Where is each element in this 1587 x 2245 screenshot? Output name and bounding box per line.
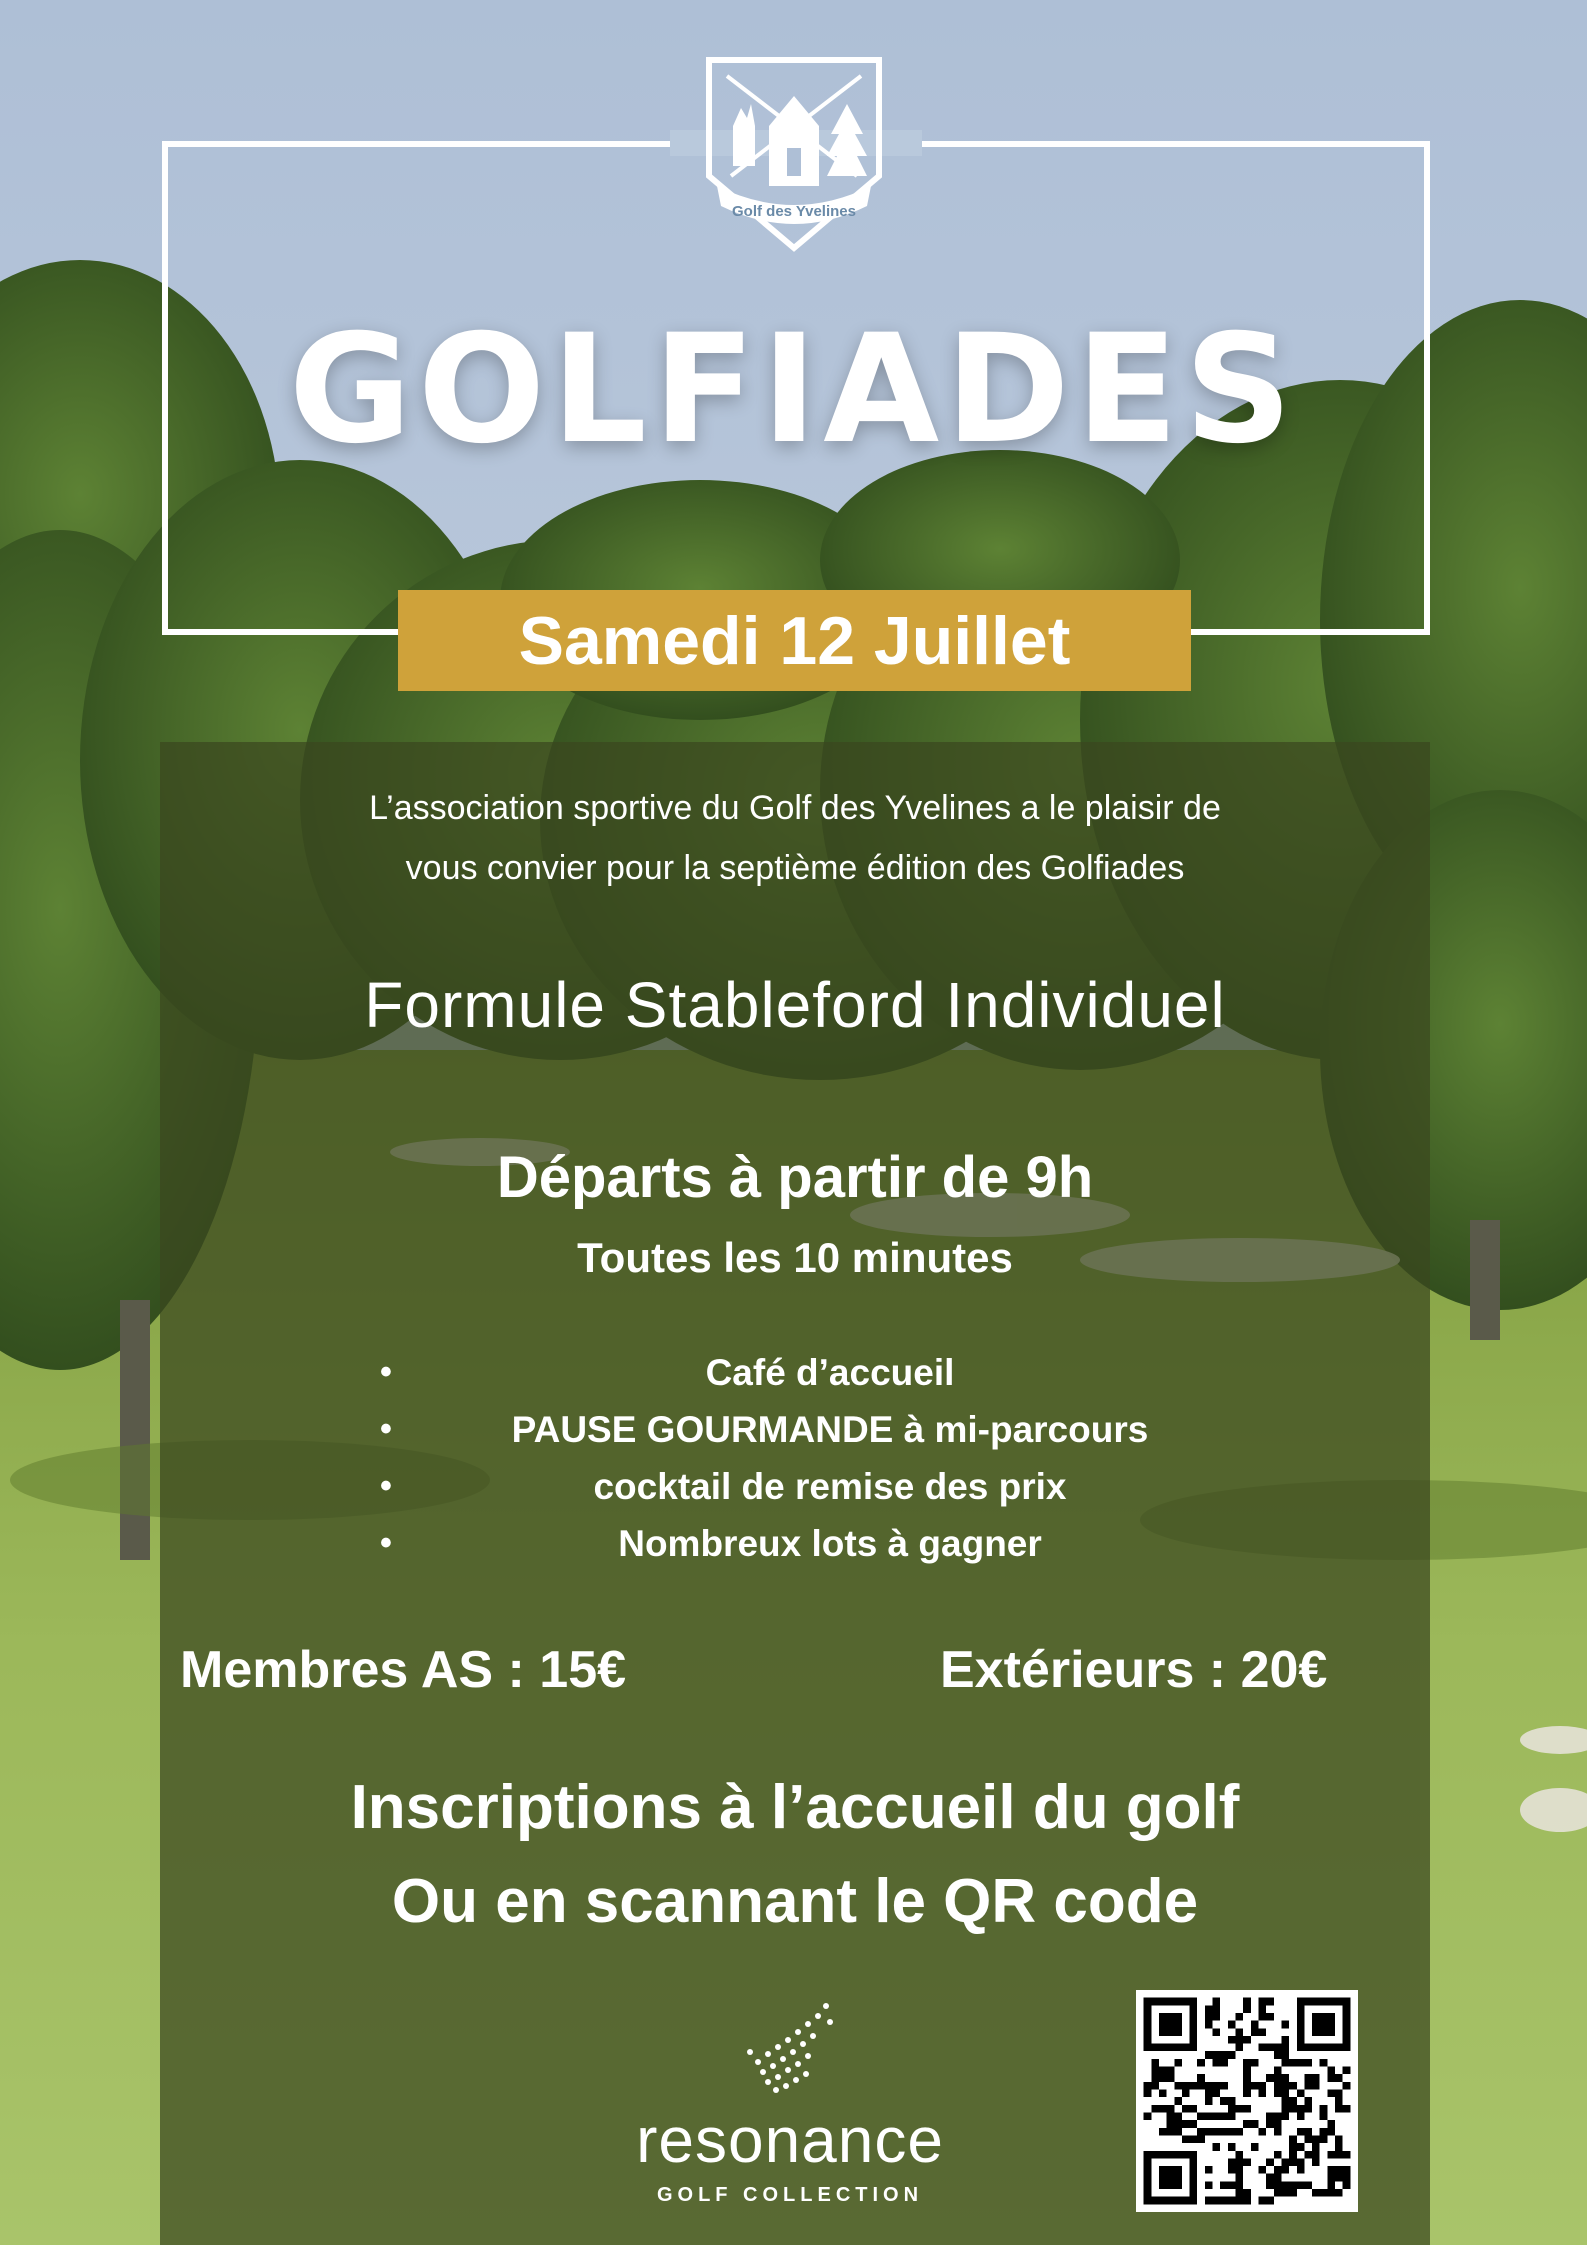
sponsor-subtitle: GOLF COLLECTION	[656, 2184, 924, 2206]
qr-module	[1228, 2105, 1236, 2113]
qr-module	[1281, 2112, 1289, 2120]
qr-module	[1297, 2059, 1305, 2067]
qr-module	[1228, 2051, 1236, 2059]
qr-module	[1266, 2197, 1274, 2205]
qr-module	[1335, 2090, 1343, 2098]
qr-module	[1327, 2174, 1335, 2182]
qr-module	[1274, 2166, 1282, 2174]
qr-module	[1274, 2128, 1282, 2136]
qr-module	[1312, 2074, 1320, 2082]
qr-module	[1159, 2090, 1167, 2098]
qr-module	[1243, 2090, 1251, 2098]
feature-text: Nombreux lots à gagner	[618, 1523, 1042, 1564]
qr-module	[1266, 2074, 1274, 2082]
qr-module	[1266, 2158, 1274, 2166]
qr-module	[1281, 2105, 1289, 2113]
qr-module	[1220, 2059, 1228, 2067]
qr-module	[1289, 2143, 1297, 2151]
qr-module	[1243, 2059, 1251, 2067]
qr-module	[1312, 2143, 1320, 2151]
qr-module	[1251, 2021, 1259, 2029]
qr-module	[1190, 2105, 1198, 2113]
qr-module	[1297, 2181, 1305, 2189]
qr-module	[1205, 2005, 1213, 2013]
departures-heading: Départs à partir de 9h	[496, 1145, 1094, 1210]
qr-module	[1335, 2143, 1343, 2151]
qr-module	[1266, 2120, 1274, 2128]
qr-module	[1167, 2074, 1175, 2082]
qr-module	[1236, 2105, 1244, 2113]
qr-module	[1274, 2151, 1282, 2159]
qr-module	[1243, 2074, 1251, 2082]
qr-module	[1312, 2082, 1320, 2090]
qr-module	[1243, 2082, 1251, 2090]
qr-module	[1289, 2082, 1297, 2090]
feature-text: cocktail de remise des prix	[593, 1466, 1067, 1507]
qr-module	[1304, 2059, 1312, 2067]
qr-module	[1320, 2128, 1328, 2136]
qr-module	[1197, 2059, 1205, 2067]
qr-module	[1274, 2120, 1282, 2128]
qr-module	[1304, 2105, 1312, 2113]
qr-module	[1258, 2005, 1266, 2013]
qr-module	[1220, 2051, 1228, 2059]
qr-module	[1289, 2151, 1297, 2159]
qr-module	[1213, 2082, 1221, 2090]
qr-module	[1297, 2105, 1305, 2113]
qr-module	[1327, 2074, 1335, 2082]
qr-module	[1213, 2143, 1221, 2151]
qr-module	[1281, 2090, 1289, 2098]
qr-module	[1304, 2082, 1312, 2090]
bullet: •	[380, 1467, 392, 1505]
qr-module	[1159, 2074, 1167, 2082]
qr-module	[1220, 2181, 1228, 2189]
qr-module	[1258, 2082, 1266, 2090]
qr-module	[1151, 2082, 1159, 2090]
qr-module	[1213, 2028, 1221, 2036]
qr-module	[1274, 2174, 1282, 2182]
qr-module	[1182, 2120, 1190, 2128]
qr-module	[1197, 2112, 1205, 2120]
qr-module	[1151, 2074, 1159, 2082]
qr-module	[1251, 2120, 1259, 2128]
sponsor-name: resonance	[636, 2104, 944, 2176]
qr-module	[1174, 2112, 1182, 2120]
qr-module	[1220, 2082, 1228, 2090]
qr-module	[1213, 2197, 1221, 2205]
qr-module	[1335, 2074, 1343, 2082]
qr-module	[1197, 2128, 1205, 2136]
qr-module	[1243, 2158, 1251, 2166]
feature-text: Café d’accueil	[705, 1352, 955, 1393]
qr-module	[1213, 1998, 1221, 2006]
qr-module	[1266, 2174, 1274, 2182]
qr-module	[1258, 1998, 1266, 2006]
qr-module	[1266, 2013, 1274, 2021]
qr-module	[1151, 2105, 1159, 2113]
qr-module	[1274, 2074, 1282, 2082]
qr-module	[1182, 2090, 1190, 2098]
qr-module	[1243, 2005, 1251, 2013]
qr-module	[1343, 2181, 1351, 2189]
qr-module	[1236, 2013, 1244, 2021]
qr-module	[1266, 1998, 1274, 2006]
qr-module	[1297, 2158, 1305, 2166]
qr-module	[1236, 2181, 1244, 2189]
qr-module	[1205, 2112, 1213, 2120]
qr-module	[1304, 2181, 1312, 2189]
qr-module	[1243, 1998, 1251, 2006]
qr-module	[1327, 2151, 1335, 2159]
qr-module	[1205, 2197, 1213, 2205]
bullet: •	[380, 1524, 392, 1562]
qr-module	[1251, 2059, 1259, 2067]
qr-module	[1220, 2097, 1228, 2105]
qr-module	[1327, 2067, 1335, 2075]
qr-module	[1243, 2120, 1251, 2128]
qr-module	[1289, 2105, 1297, 2113]
qr-module	[1281, 2036, 1289, 2044]
intro-text	[160, 778, 1430, 898]
qr-module	[1228, 2181, 1236, 2189]
qr-module	[1236, 2174, 1244, 2182]
qr-module	[1197, 2074, 1205, 2082]
qr-module	[1312, 2158, 1320, 2166]
qr-code[interactable]	[1136, 1990, 1358, 2212]
qr-module	[1243, 2036, 1251, 2044]
qr-module	[1205, 2051, 1213, 2059]
qr-module	[1190, 2135, 1198, 2143]
qr-module	[1159, 2067, 1167, 2075]
qr-module	[1144, 2090, 1152, 2098]
qr-module	[1258, 2166, 1266, 2174]
qr-module	[1228, 2158, 1236, 2166]
registration-line-1: Inscriptions à l’accueil du golf	[350, 1773, 1240, 1842]
qr-module	[1304, 2074, 1312, 2082]
qr-module	[1266, 2112, 1274, 2120]
qr-module	[1213, 2059, 1221, 2067]
qr-module	[1289, 2059, 1297, 2067]
page-title: GOLFIADES	[288, 303, 1299, 477]
qr-module	[1251, 2082, 1259, 2090]
bullet: •	[380, 1410, 392, 1448]
qr-module	[1320, 2059, 1328, 2067]
member-price: Membres AS : 15€	[180, 1641, 627, 1699]
qr-module	[1274, 2189, 1282, 2197]
qr-module	[1320, 2189, 1328, 2197]
golf-club-logo	[697, 56, 891, 252]
qr-module	[1304, 2128, 1312, 2136]
qr-module	[1327, 2189, 1335, 2197]
qr-module	[1297, 2112, 1305, 2120]
qr-module	[1228, 2036, 1236, 2044]
qr-module	[1167, 2067, 1175, 2075]
qr-module	[1144, 2082, 1152, 2090]
qr-module	[1327, 2166, 1335, 2174]
qr-module	[1327, 2128, 1335, 2136]
features-list	[380, 1344, 1280, 1572]
qr-module	[1289, 2189, 1297, 2197]
qr-module	[1182, 2105, 1190, 2113]
qr-module	[1335, 2105, 1343, 2113]
qr-module	[1236, 2158, 1244, 2166]
qr-module	[1213, 2112, 1221, 2120]
qr-module	[1190, 2082, 1198, 2090]
qr-module	[1251, 2143, 1259, 2151]
qr-module	[1236, 2197, 1244, 2205]
qr-module	[1251, 2028, 1259, 2036]
qr-module	[1274, 2044, 1282, 2052]
qr-module	[1174, 2097, 1182, 2105]
qr-module	[1243, 2189, 1251, 2197]
qr-module	[1281, 2021, 1289, 2029]
qr-module	[1220, 2128, 1228, 2136]
qr-module	[1243, 2105, 1251, 2113]
qr-module	[1174, 2059, 1182, 2067]
registration-line-2: Ou en scannant le QR code	[391, 1867, 1199, 1936]
qr-finder	[1159, 2013, 1182, 2036]
qr-module	[1274, 2181, 1282, 2189]
bullet: •	[380, 1353, 392, 1391]
qr-module	[1236, 2189, 1244, 2197]
qr-module	[1159, 2105, 1167, 2113]
qr-module	[1243, 2197, 1251, 2205]
qr-module	[1174, 2082, 1182, 2090]
qr-module	[1205, 2082, 1213, 2090]
qr-module	[1281, 2059, 1289, 2067]
qr-module	[1258, 2013, 1266, 2021]
qr-module	[1335, 2097, 1343, 2105]
qr-module	[1205, 2021, 1213, 2029]
qr-module	[1343, 2151, 1351, 2159]
qr-module	[1320, 2135, 1328, 2143]
qr-module	[1174, 2128, 1182, 2136]
qr-module	[1297, 2090, 1305, 2098]
birds-flock-icon	[738, 1992, 838, 2102]
qr-module	[1205, 2181, 1213, 2189]
qr-module	[1205, 2013, 1213, 2021]
qr-module	[1274, 2051, 1282, 2059]
qr-module	[1167, 2128, 1175, 2136]
qr-module	[1228, 2128, 1236, 2136]
format-heading: Formule Stableford Individuel	[364, 969, 1226, 1041]
qr-module	[1274, 2082, 1282, 2090]
qr-module	[1320, 2112, 1328, 2120]
qr-module	[1228, 2097, 1236, 2105]
qr-module	[1258, 2197, 1266, 2205]
departures-interval: Toutes les 10 minutes	[577, 1234, 1013, 1281]
qr-module	[1205, 2128, 1213, 2136]
qr-module	[1281, 2189, 1289, 2197]
qr-module	[1213, 2005, 1221, 2013]
qr-module	[1327, 2120, 1335, 2128]
qr-module	[1236, 2128, 1244, 2136]
list-item	[380, 1458, 1280, 1515]
qr-module	[1343, 2105, 1351, 2113]
qr-module	[1335, 2135, 1343, 2143]
qr-module	[1343, 2166, 1351, 2174]
qr-module	[1274, 2112, 1282, 2120]
qr-module	[1335, 2151, 1343, 2159]
qr-module	[1190, 2120, 1198, 2128]
qr-finder	[1312, 2013, 1335, 2036]
qr-module	[1228, 2112, 1236, 2120]
qr-module	[1228, 2143, 1236, 2151]
qr-module	[1281, 2082, 1289, 2090]
qr-module	[1343, 2067, 1351, 2075]
qr-module	[1281, 2158, 1289, 2166]
intro-line-1: L’association sportive du Golf des Yvelines a le plaisir de	[369, 789, 1221, 827]
qr-module	[1304, 2151, 1312, 2159]
qr-module	[1327, 2090, 1335, 2098]
qr-module	[1304, 2097, 1312, 2105]
qr-finder	[1159, 2166, 1182, 2189]
qr-module	[1274, 2090, 1282, 2098]
qr-module	[1228, 2166, 1236, 2174]
qr-module	[1289, 2135, 1297, 2143]
qr-module	[1320, 2105, 1328, 2113]
qr-module	[1281, 2166, 1289, 2174]
qr-module	[1281, 2051, 1289, 2059]
logo-text: Golf des Yvelines	[732, 203, 856, 220]
qr-module	[1289, 2158, 1297, 2166]
qr-module	[1258, 2128, 1266, 2136]
qr-module	[1174, 2120, 1182, 2128]
qr-module	[1258, 2090, 1266, 2098]
qr-module	[1151, 2067, 1159, 2075]
qr-module	[1281, 2074, 1289, 2082]
qr-module	[1151, 2059, 1159, 2067]
qr-module	[1312, 2135, 1320, 2143]
list-item	[380, 1401, 1280, 1458]
qr-module	[1312, 2189, 1320, 2197]
qr-module	[1182, 2135, 1190, 2143]
qr-module	[1220, 2112, 1228, 2120]
qr-module	[1266, 2044, 1274, 2052]
qr-module	[1236, 2028, 1244, 2036]
external-price: Extérieurs : 20€	[940, 1641, 1328, 1699]
qr-module	[1289, 2181, 1297, 2189]
qr-module	[1167, 2105, 1175, 2113]
qr-module	[1236, 2166, 1244, 2174]
qr-module	[1281, 2044, 1289, 2052]
qr-module	[1281, 2097, 1289, 2105]
qr-module	[1228, 2197, 1236, 2205]
qr-module	[1236, 2151, 1244, 2159]
qr-module	[1213, 2128, 1221, 2136]
qr-module	[1182, 2082, 1190, 2090]
qr-module	[1327, 2181, 1335, 2189]
feature-text: PAUSE GOURMANDE à mi-parcours	[511, 1409, 1149, 1450]
qr-module	[1197, 2135, 1205, 2143]
qr-module	[1197, 2082, 1205, 2090]
list-item	[380, 1344, 1280, 1401]
qr-module	[1274, 2067, 1282, 2075]
qr-module	[1167, 2120, 1175, 2128]
qr-module	[1343, 2082, 1351, 2090]
qr-module	[1213, 2090, 1221, 2098]
list-item	[380, 1515, 1280, 1572]
qr-module	[1281, 2181, 1289, 2189]
qr-module	[1236, 2036, 1244, 2044]
qr-module	[1205, 2097, 1213, 2105]
qr-module	[1205, 2166, 1213, 2174]
qr-module	[1289, 2097, 1297, 2105]
qr-module	[1144, 2112, 1152, 2120]
qr-module	[1205, 2090, 1213, 2098]
qr-module	[1228, 2021, 1236, 2029]
qr-module	[1258, 2028, 1266, 2036]
qr-module	[1297, 2128, 1305, 2136]
qr-module	[1335, 2166, 1343, 2174]
qr-module	[1159, 2128, 1167, 2136]
intro-line-2: vous convier pour la septième édition des Golfiades	[405, 849, 1185, 887]
qr-module	[1312, 2151, 1320, 2159]
qr-module	[1335, 2174, 1343, 2182]
qr-module	[1335, 2189, 1343, 2197]
qr-module	[1236, 2044, 1244, 2052]
qr-module	[1343, 2174, 1351, 2182]
qr-module	[1266, 2181, 1274, 2189]
qr-module	[1243, 2067, 1251, 2075]
qr-module	[1258, 2044, 1266, 2052]
qr-module	[1167, 2112, 1175, 2120]
qr-module	[1297, 2166, 1305, 2174]
qr-module	[1213, 2013, 1221, 2021]
qr-module	[1297, 2143, 1305, 2151]
qr-module	[1220, 2197, 1228, 2205]
qr-module	[1304, 2135, 1312, 2143]
date-banner: Samedi 12 Juillet	[398, 590, 1191, 691]
qr-module	[1213, 2051, 1221, 2059]
